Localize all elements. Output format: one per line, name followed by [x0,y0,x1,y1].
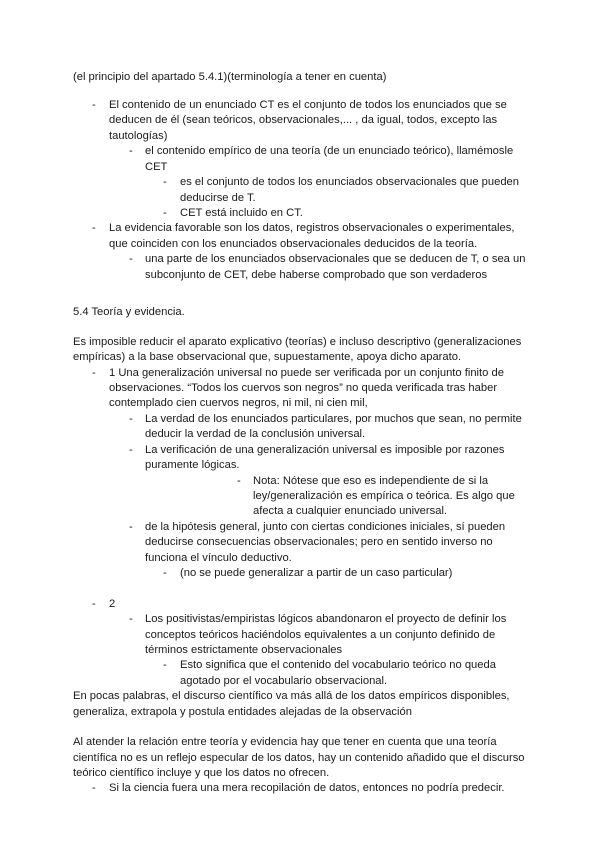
text-line: La verificación de una generalización universal es imposible por razones [145,443,505,456]
text-line: ley/generalización es empírica o teórica. Es algo que [253,490,515,502]
bullet-dash: - [129,253,133,266]
text-line: tautologías) [109,129,168,142]
text-line: 1 Una generalización universal no puede ser verificada por un conjunto finito de [109,366,504,379]
list-item [0,612,600,658]
text-line: 5.4 Teoría y evidencia. [73,305,185,318]
bullet-dash: - [129,443,133,456]
text-line: deducirse de T. [180,191,256,204]
text-line: Nota: Nótese que eso es independiente de si la [253,474,489,487]
bullet-dash: - [163,176,167,189]
text-line: contemplado cien cuervos negros, ni mil, ni cien mil, [109,397,368,410]
text-line: subconjunto de CET, debe haberse comprobado que son verdaderos [145,268,488,281]
list-item [0,597,600,612]
text-line: Esto significa que el contenido del vocabulario teórico no queda [180,659,496,672]
text-line: deducen de él (sean teóricos, observacionales,... , da igual, todos, excepto las [109,114,498,127]
list-item [0,252,600,283]
list-item [0,566,600,581]
paragraph [0,689,600,720]
list-item [0,144,600,175]
list-item [0,443,600,474]
list-item [0,175,600,206]
text-line: de la hipótesis general, junto con ciertas condiciones iniciales, sí pueden [145,520,506,533]
bullet-dash: - [129,145,133,158]
text-line: (el principio del apartado 5.4.1)(terminología a tener en cuenta) [73,71,387,83]
text-line: Si la ciencia fuera una mera recopilación de datos, entonces no podría predecir. [109,782,505,795]
text-line: una parte de los enunciados observacionales que se deducen de T, o sea un [145,253,526,266]
text-line: Al atender la relación entre teoría y evidencia hay que tener en cuenta que una teoría [73,736,497,749]
text-line: En pocas palabras, el discurso científico va más allá de los datos empíricos disponibles, [73,690,510,703]
text-line: puramente lógicas. [145,459,240,472]
bullet-dash: - [92,98,96,111]
bullet-dash: - [163,659,167,672]
text-line: es el conjunto de todos los enunciados observacionales que pueden [180,176,519,189]
bullet-dash: - [163,207,167,219]
paragraph [0,735,600,781]
bullet-dash: - [237,474,241,487]
text-line: el contenido empírico de una teoría (de un enunciado teórico), llamémosle [145,145,514,158]
text-line: términos estrictamente observacionales [145,643,343,656]
bullet-dash: - [92,782,96,795]
list-item [0,781,600,796]
text-line: funciona el vínculo deductivo. [145,551,292,564]
text-line: Es imposible reducir el aparato explicativo (teorías) e incluso descriptivo (generalizaciones [73,335,522,348]
bullet-dash: - [129,613,133,626]
list-item [0,412,600,443]
text-line: generaliza, extrapola y postula entidades alejadas de la observación [73,705,412,718]
text-line: (no se puede generalizar a partir de un caso particular) [180,567,453,580]
paragraph [0,305,600,320]
text-line: agotado por el vocabulario observacional. [180,674,388,687]
list-item [0,98,600,144]
bullet-dash: - [92,366,96,379]
text-line: Los positivistas/empiristas lógicos abandonaron el proyecto de definir los [145,613,507,626]
bullet-dash: - [129,412,133,425]
list-item [0,658,600,689]
text-line: 2 [109,597,116,610]
text-line: conceptos teóricos haciéndolos equivalentes a un conjunto definido de [145,628,496,641]
text-line: que coinciden con los enunciados observacionales deducidos de la teoría. [109,237,478,250]
text-line: deducir la verdad de la conclusión universal. [145,428,366,441]
text-line: CET [145,160,168,173]
list-item [0,366,600,412]
bullet-dash: - [129,520,133,533]
text-line: deducirse consecuencias observacionales; pero en sentido inverso no [145,536,493,549]
text-line: científica no es un reflejo especular de los datos, hay un contenido añadido que el discurso [73,751,525,764]
list-item [0,474,600,520]
list-item [0,221,600,252]
bullet-dash: - [92,222,96,235]
text-line: La evidencia favorable son los datos, registros observacionales o experimentales, [109,222,515,235]
text-line: La verdad de los enunciados particulares, por muchos que sean, no permite [145,412,522,425]
text-line: observaciones. “Todos los cuervos son negros” no queda verificada tras haber [109,381,498,394]
list-item [0,206,600,221]
text-line: empíricas) a la base observacional que, supuestamente, apoya dicho aparato. [73,351,462,364]
paragraph [0,335,600,366]
list-item [0,520,600,566]
bullet-dash: - [92,597,96,610]
text-line: afecta a cualquier enunciado universal. [253,505,448,518]
document-content [0,70,600,797]
text-line: El contenido de un enunciado CT es el conjunto de todos los enunciados que se [109,98,507,111]
bullet-dash: - [163,567,167,580]
text-line: teórico científico incluye y que los datos no ofrecen. [73,767,330,779]
text-line: CET está incluido en CT. [180,207,303,219]
paragraph [0,70,600,85]
